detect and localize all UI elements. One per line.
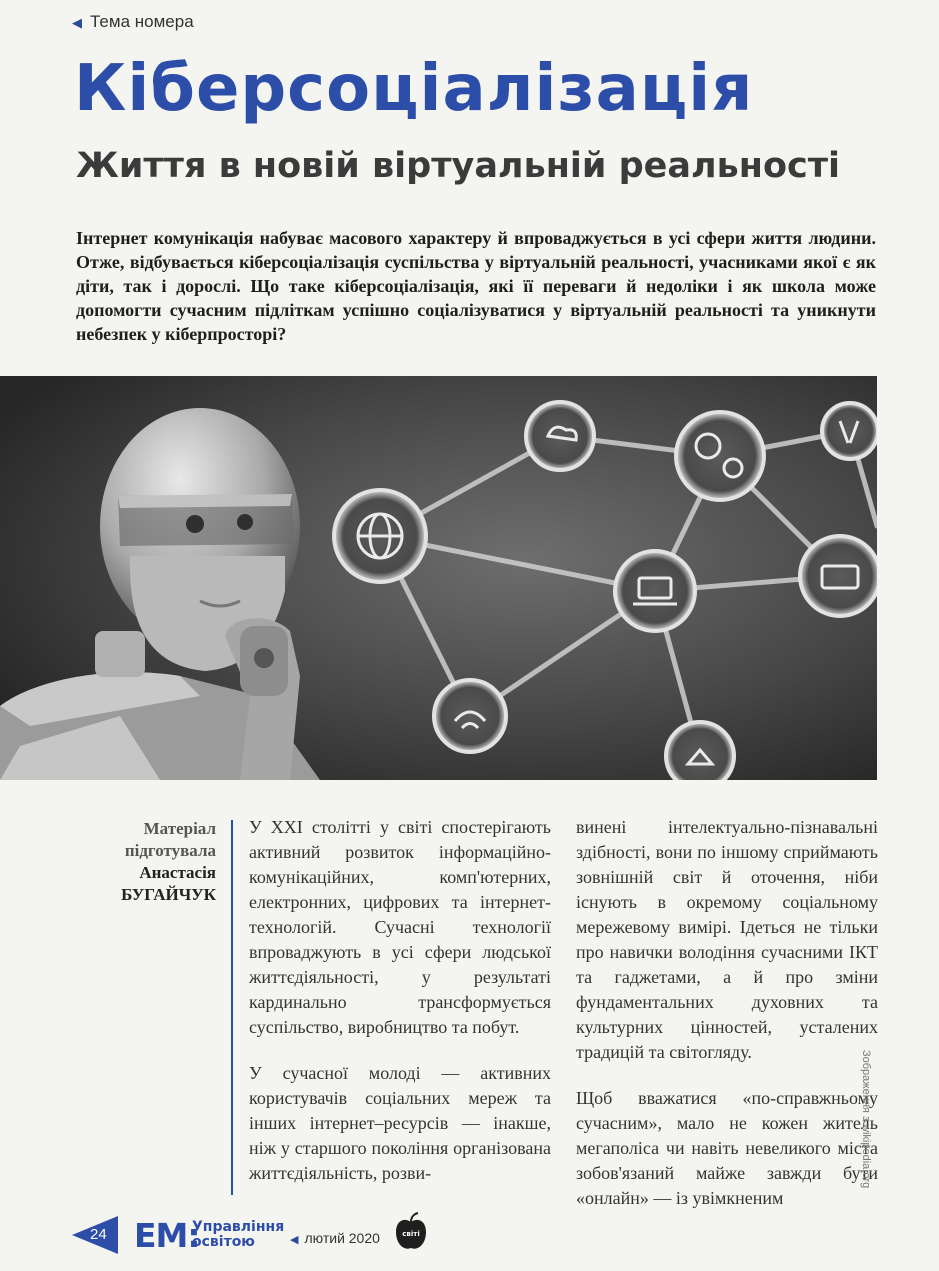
body-paragraph: У сучасної молоді — активних користувачів соціальних мереж та інших інтернет–ресурсів — інакше, ніж у старшого покоління організована життєдіяльність, розви- (249, 1063, 551, 1183)
magazine-title-line: Управління (192, 1219, 285, 1235)
body-column-1 (249, 815, 551, 1207)
triangle-left-icon: ◀ (290, 1234, 299, 1246)
magazine-title-line: освітою (192, 1234, 255, 1250)
page-number: 24 (90, 1226, 107, 1243)
apple-logo-icon (394, 1212, 428, 1252)
section-tag (72, 12, 194, 32)
byline-label: Матеріал (143, 819, 216, 838)
robot-network-illustration (0, 376, 877, 780)
article-subtitle: Життя в новій віртуальній реальності (76, 146, 841, 186)
section-label: Тема номера (90, 12, 194, 31)
image-credit: Зображення з wikipedia.org (860, 1050, 872, 1189)
body-paragraph: винені інтелектуально-пізнавальні здібності, вони по іншому сприймають зовнішній світ й оточення, ніби існують в окремому соціальному мережевому вимірі. Ідеться не тільки про навички володіння сучасними ІКТ та гаджетами, а й про зміни фундаментальних духовних та культурних цінностей, усталених традицій та світогляду. (576, 817, 878, 1062)
triangle-left-icon: ◀ (72, 15, 82, 30)
page-footer (72, 1212, 672, 1258)
byline-divider (231, 820, 233, 1195)
byline-label: підготувала (124, 841, 216, 860)
body-paragraph: У XXI столітті у світі спостерігають активний розвиток інформаційно-комунікаційних, комп'ютерних, електронних, цифрових та інтернет-технологій. Сучасні технології впроваджують в усі сфери людської життєдіяльності, у результаті кардинально трансформується суспільство, виробництво та побут. (249, 817, 551, 1037)
hero-image (0, 376, 877, 780)
partner-logo-text: світі (402, 1230, 420, 1238)
body-paragraph: Щоб вважатися «по-справжньому сучасним», мало не кожен житель мегаполіса чи навіть невеликого міста зобов'язаний майже завжди бути «онлайн» — із увімкненим (576, 1088, 878, 1208)
author-byline (88, 818, 216, 906)
article-title: Кіберсоціалізація (74, 52, 754, 126)
author-first-name: Анастасія (139, 863, 216, 882)
article-lead: Інтернет комунікація набуває масового характеру й впроваджується в усі сфери життя людини. Отже, відбувається кіберсоціалізація суспільства у віртуальній реальності, учасниками якої є як діти, так і дорослі. Що таке кіберсоціалізація, які її переваги й недоліки і як школа може допомогти сучасним підліткам успішно соціалізуватися у віртуальній реальності та уникнути небезпек у кіберпросторі? (76, 228, 876, 344)
magazine-title (192, 1220, 284, 1250)
magazine-logo: ЕМ: (134, 1216, 200, 1255)
body-column-2 (576, 815, 878, 1232)
issue-date (290, 1230, 380, 1246)
author-last-name: БУГАЙЧУК (121, 885, 216, 904)
issue-month: лютий 2020 (304, 1230, 380, 1246)
